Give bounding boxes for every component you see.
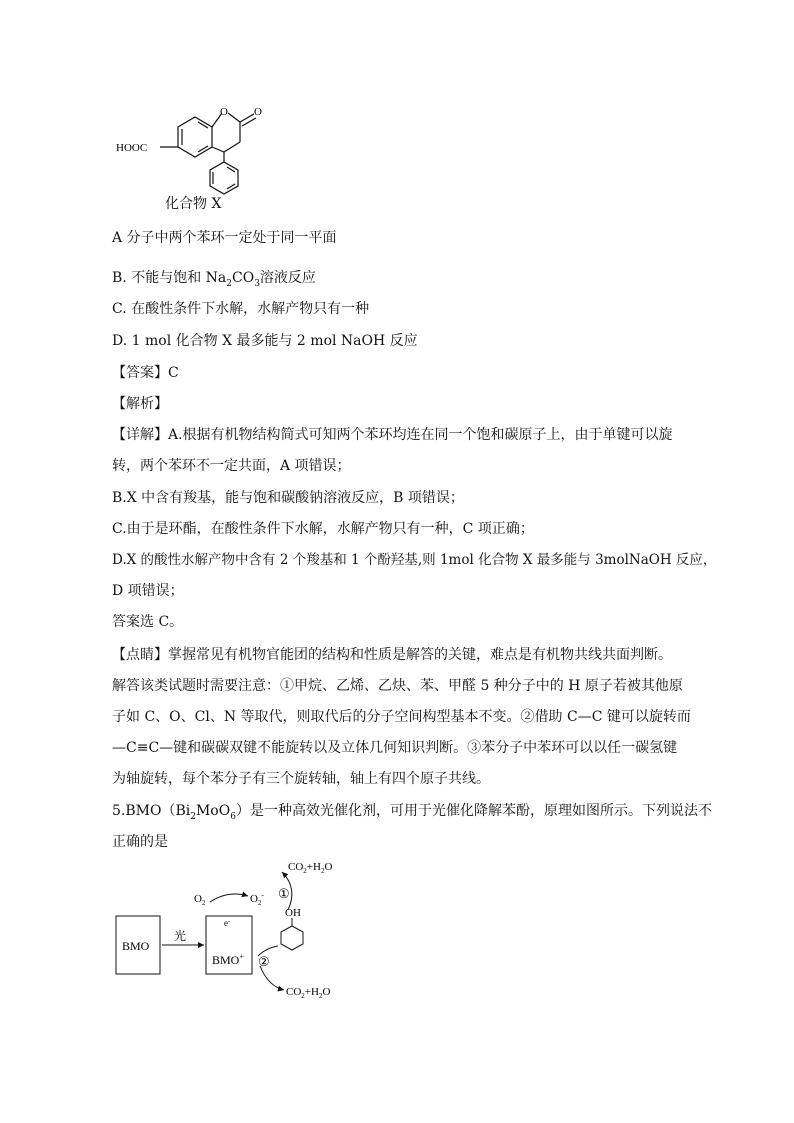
detail-line: D.X 的酸性水解产物中含有 2 个羧基和 1 个酚羟基,则 1mol 化合物 X 最多能与 3molNaOH 反应， bbox=[112, 552, 717, 568]
answer-line: 【答案】C bbox=[112, 365, 179, 381]
step-1-label: ① bbox=[278, 886, 290, 901]
oh-label: OH bbox=[285, 907, 301, 919]
q5-mid: MoO bbox=[195, 803, 231, 819]
electron-text: e bbox=[224, 918, 228, 928]
co2-bottom-text: CO bbox=[286, 986, 302, 998]
electron-sup: - bbox=[228, 917, 231, 925]
option-b-post: 溶液反应 bbox=[259, 270, 316, 286]
bmo-label: BMO bbox=[122, 939, 150, 953]
co2-bottom-sub2: 2 bbox=[318, 992, 323, 1000]
detail-line: D 项错误； bbox=[112, 583, 184, 599]
bmo-plus-label bbox=[212, 952, 244, 967]
keto-oxygen-label: O bbox=[254, 106, 262, 118]
step-2-label: ② bbox=[258, 954, 270, 969]
hooc-label: HOOC bbox=[116, 142, 148, 154]
co2-bottom-sub: 2 bbox=[301, 992, 305, 1000]
comment-line: 【点睛】掌握常见有机物官能团的结构和性质是解答的关键，难点是有机物共线共面判断。 bbox=[112, 647, 672, 663]
detail-line: C.由于是环酯，在酸性条件下水解，水解产物只有一种，C 项正确； bbox=[112, 521, 534, 537]
comment-line: 子如 C、O、Cl、N 等取代，则取代后的分子空间构型基本不变。②借助 C—C 键可以旋转而 bbox=[112, 709, 691, 725]
o2-minus-label bbox=[250, 891, 264, 907]
q5-post: ）是一种高效光催化剂，可用于光催化降解苯酚，原理如图所示。下列说法不 bbox=[235, 803, 712, 819]
co2-bottom-label bbox=[286, 986, 330, 1000]
detail-line: 【详解】A.根据有机物结构简式可知两个苯环均连在同一个饱和碳原子上，由于单键可以旋 bbox=[112, 427, 673, 443]
co2-bottom-rest: +H bbox=[304, 986, 319, 998]
option-c: C. 在酸性条件下水解，水解产物只有一种 bbox=[112, 301, 370, 317]
bmo-plus-sup: + bbox=[239, 952, 244, 961]
comment-line: 为轴旋转，每个苯分子有三个旋转轴，轴上有四个原子共线。 bbox=[112, 771, 490, 787]
o2-sub: 2 bbox=[201, 899, 206, 907]
option-a: A 分子中两个苯环一定处于同一平面 bbox=[112, 230, 337, 246]
detail-line: B.X 中含有羧基，能与饱和碳酸钠溶液反应，B 项错误； bbox=[112, 490, 464, 506]
detail-line: 转，两个苯环不一定共面，A 项错误； bbox=[112, 458, 351, 474]
bmo-plus-text: BMO bbox=[212, 953, 240, 967]
bmo-mechanism-diagram bbox=[100, 850, 380, 1010]
co2-top-label bbox=[288, 861, 332, 875]
detail-line: 答案选 C。 bbox=[112, 614, 184, 630]
o2-minus-sub: 2 bbox=[257, 899, 262, 907]
q5-sub-bi: 2 bbox=[190, 811, 196, 822]
question-5-line1 bbox=[112, 801, 712, 827]
q5-pre: 5.BMO（Bi bbox=[112, 803, 191, 819]
co2-bottom-o: O bbox=[322, 986, 331, 998]
option-d: D. 1 mol 化合物 X 最多能与 2 mol NaOH 反应 bbox=[112, 333, 418, 349]
option-b-sub2: 3 bbox=[254, 278, 260, 289]
o2-label bbox=[194, 893, 206, 907]
ring-oxygen-label: O bbox=[220, 106, 228, 118]
option-b-sub1: 2 bbox=[226, 278, 232, 289]
option-b-mid: CO bbox=[231, 270, 255, 286]
light-label: 光 bbox=[174, 929, 187, 943]
co2-top-sub: 2 bbox=[303, 867, 307, 875]
analysis-heading: 【解析】 bbox=[112, 396, 168, 412]
co2-top-o: O bbox=[324, 861, 333, 873]
option-b-pre: B. 不能与饱和 Na bbox=[112, 270, 227, 286]
co2-top-rest: +H bbox=[306, 861, 321, 873]
structure-caption: 化合物 X bbox=[165, 196, 222, 212]
o2-minus-text: O bbox=[250, 893, 258, 905]
co2-top-text: CO bbox=[288, 861, 304, 873]
o2-text: O bbox=[194, 893, 202, 905]
electron-label bbox=[224, 917, 231, 928]
comment-line: —C≡C—键和碳碳双键不能旋转以及立体几何知识判断。③苯分子中苯环可以以任一碳氢键 bbox=[112, 740, 678, 756]
comment-line: 解答该类试题时需要注意：①甲烷、乙烯、乙炔、苯、甲醛 5 种分子中的 H 原子若被其他原 bbox=[112, 678, 683, 694]
o2-minus-sup: - bbox=[261, 891, 264, 899]
q5-sub-mo: 6 bbox=[230, 811, 236, 822]
question-5-line2: 正确的是 bbox=[112, 834, 168, 850]
option-b bbox=[112, 268, 316, 294]
co2-top-sub2: 2 bbox=[320, 867, 325, 875]
